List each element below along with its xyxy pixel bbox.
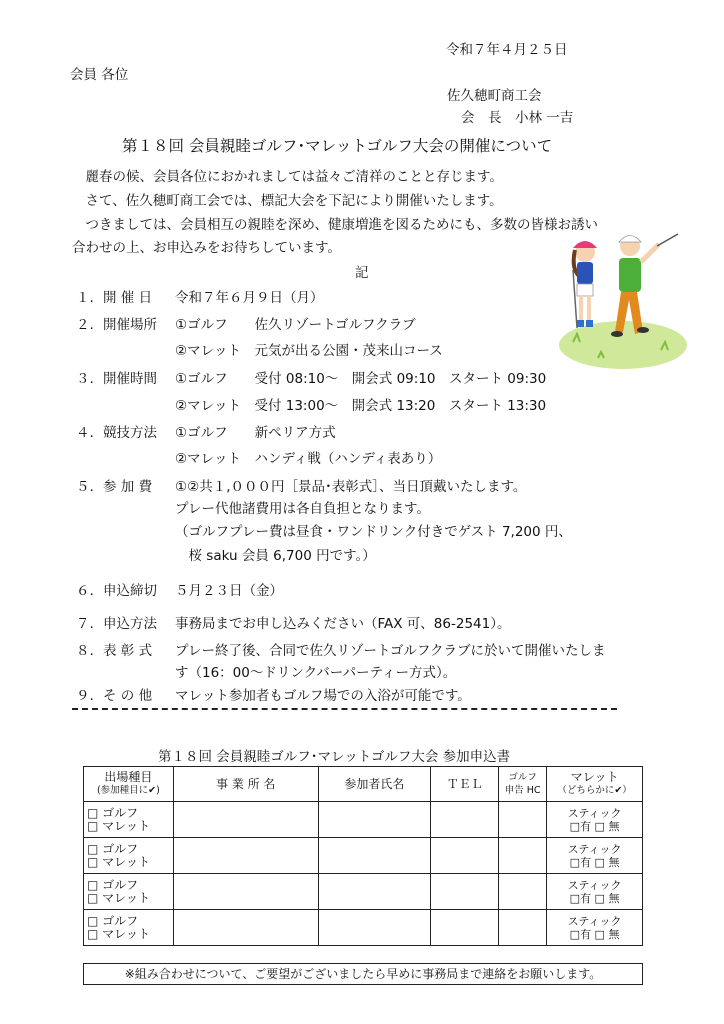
issue-date: 令和７年４月２５日: [446, 42, 568, 58]
event-type-cell[interactable]: □ ゴルフ □ マレット: [84, 874, 174, 910]
addressee: 会員 各位: [70, 67, 129, 83]
golf-hc-input[interactable]: [499, 910, 547, 946]
participant-input[interactable]: [318, 874, 431, 910]
mallet-stick-cell[interactable]: スティック □有 □ 無: [547, 874, 643, 910]
table-row: [84, 874, 643, 910]
ki-heading: 記: [355, 265, 369, 281]
form-note: ※組み合わせについて、ご要望がございましたら早めに事務局まで連絡をお願いします。: [83, 963, 643, 985]
event-type-cell[interactable]: □ ゴルフ □ マレット: [84, 838, 174, 874]
paragraph-1: 麗春の候、会員各位におかれましては益々ご清祥のことと存じます。: [72, 169, 503, 185]
event-type-cell[interactable]: □ ゴルフ □ マレット: [84, 802, 174, 838]
golfers-illustration-icon: [553, 230, 688, 370]
entry-form-header-row: [84, 767, 643, 802]
company-input[interactable]: [173, 838, 318, 874]
form-title: 第１８回 会員親睦ゴルフ･マレットゴルフ大会 参加申込書: [158, 749, 511, 765]
tel-input[interactable]: [431, 802, 499, 838]
participant-input[interactable]: [318, 838, 431, 874]
cut-line-divider: [72, 708, 617, 710]
header-tel: ＴＥＬ: [431, 767, 499, 802]
mallet-stick-cell[interactable]: スティック □有 □ 無: [547, 838, 643, 874]
tel-input[interactable]: [431, 838, 499, 874]
header-company: 事 業 所 名: [173, 767, 318, 802]
table-row: [84, 910, 643, 946]
entry-form-table: [83, 766, 643, 946]
mallet-stick-cell[interactable]: スティック □有 □ 無: [547, 802, 643, 838]
tel-input[interactable]: [431, 874, 499, 910]
table-row: [84, 838, 643, 874]
golf-hc-input[interactable]: [499, 802, 547, 838]
document-title: 第１８回 会員親睦ゴルフ･マレットゴルフ大会の開催について: [122, 137, 553, 155]
company-input[interactable]: [173, 910, 318, 946]
paragraph-3: つきましては、会員相互の親睦を深め、健康増進を図るためにも、多数の皆様お誘い: [72, 217, 598, 233]
paragraph-4: 合わせの上、お申込みをお待ちしています。: [72, 240, 341, 256]
event-type-cell[interactable]: □ ゴルフ □ マレット: [84, 910, 174, 946]
mallet-stick-cell[interactable]: スティック □有 □ 無: [547, 910, 643, 946]
organization-name: 佐久穂町商工会: [447, 88, 542, 104]
golf-hc-input[interactable]: [499, 838, 547, 874]
participant-input[interactable]: [318, 802, 431, 838]
company-input[interactable]: [173, 802, 318, 838]
golf-hc-input[interactable]: [499, 874, 547, 910]
participant-input[interactable]: [318, 910, 431, 946]
header-mallet: マレット （どちらかに✔）: [547, 767, 643, 802]
company-input[interactable]: [173, 874, 318, 910]
tel-input[interactable]: [431, 910, 499, 946]
header-event-type: 出場種目 (参加種目に✔): [84, 767, 174, 802]
paragraph-2: さて、佐久穂町商工会では、標記大会を下記により開催いたします。: [72, 193, 503, 209]
header-golf-hc: ゴルフ 申告 HC: [499, 767, 547, 802]
header-participant: 参加者氏名: [318, 767, 431, 802]
table-row: [84, 802, 643, 838]
president-name: 会 長 小林 一吉: [461, 110, 574, 126]
